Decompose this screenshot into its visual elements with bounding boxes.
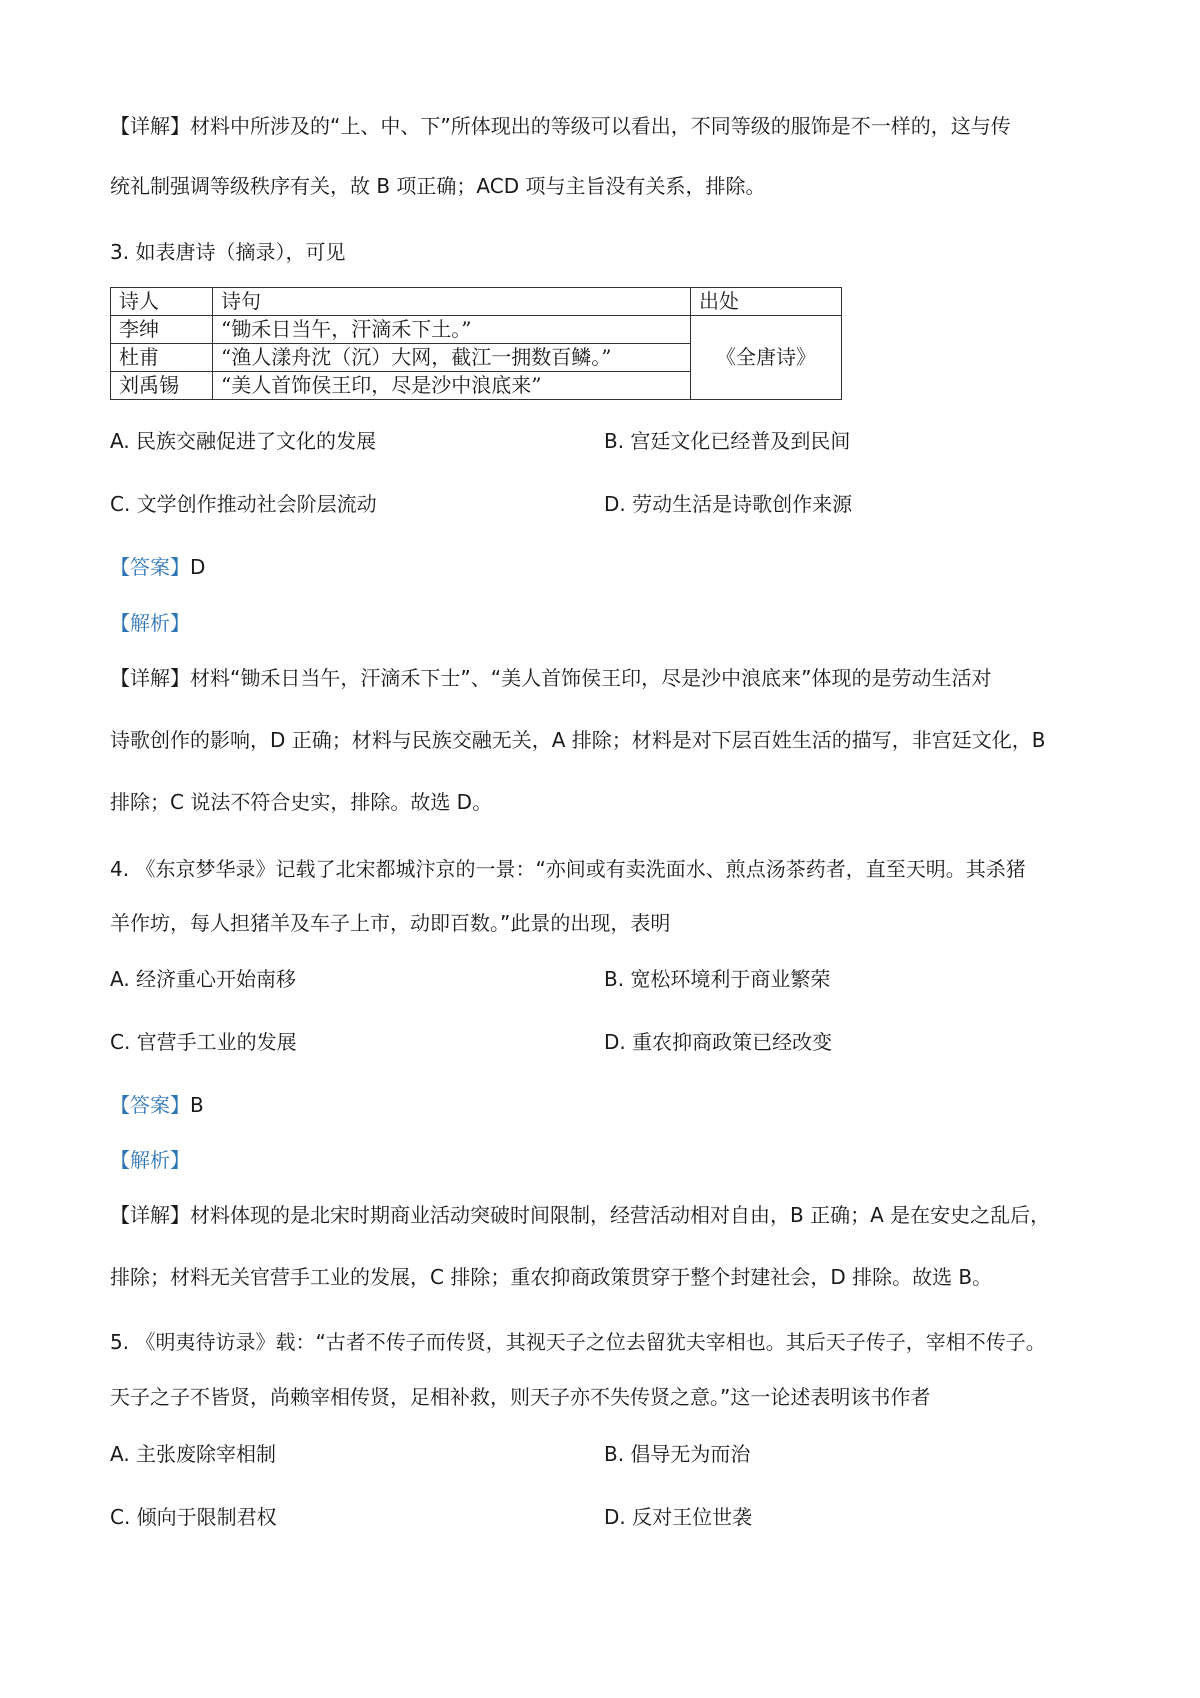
q5-option-a: A. 主张废除宰相制	[110, 1442, 277, 1466]
poet-cell: 刘禹锡	[111, 372, 213, 400]
header-poet: 诗人	[111, 288, 213, 316]
q4-stem-line-1: 4. 《东京梦华录》记载了北宋都城汴京的一景：“亦间或有卖洗面水、煎点汤茶药者，直至天明。其杀猪	[110, 857, 1026, 881]
header-line: 诗句	[213, 288, 691, 316]
q3-detail-line-3: 排除；C 说法不符合史实，排除。故选 D。	[110, 790, 493, 814]
header-source: 出处	[691, 288, 842, 316]
q4-option-b: B. 宽松环境利于商业繁荣	[604, 967, 831, 991]
q5-stem-line-1: 5. 《明夷待访录》载：“古者不传子而传贤，其视天子之位去留犹夫宰相也。其后天子传子，宰相不传子。	[110, 1330, 1046, 1354]
q4-stem-line-2: 羊作坊，每人担猪羊及车子上市，动即百数。”此景的出现，表明	[110, 911, 671, 935]
poet-cell: 李绅	[111, 316, 213, 344]
poet-cell: 杜甫	[111, 344, 213, 372]
q3-stem: 3. 如表唐诗（摘录），可见	[110, 240, 346, 264]
q4-option-c: C. 官营手工业的发展	[110, 1030, 297, 1054]
q3-answer	[110, 553, 205, 581]
q4-analysis-label: 【解析】	[110, 1148, 190, 1172]
q5-option-d: D. 反对王位世袭	[604, 1505, 753, 1529]
poem-table	[110, 287, 842, 400]
q4-detail-line-2: 排除；材料无关官营手工业的发展，C 排除；重农抑商政策贯穿于整个封建社会，D 排除。故选 B。	[110, 1265, 993, 1289]
q3-option-a: A. 民族交融促进了文化的发展	[110, 429, 377, 453]
q4-detail-line-1: 【详解】材料体现的是北宋时期商业活动突破时间限制，经营活动相对自由，B 正确；A 是在安史之乱后，	[110, 1203, 1051, 1227]
line-cell: “锄禾日当午，汗滴禾下土。”	[213, 316, 691, 344]
line-cell: “渔人漾舟沈（沉）大网，截江一拥数百鳞。”	[213, 344, 691, 372]
q3-detail-line-1: 【详解】材料“锄禾日当午，汗滴禾下士”、“美人首饰侯王印，尽是沙中浪底来”体现的是劳动生活对	[110, 666, 992, 690]
q3-analysis-label: 【解析】	[110, 611, 190, 635]
source-cell: 《全唐诗》	[691, 316, 842, 400]
q3-option-d: D. 劳动生活是诗歌创作来源	[604, 492, 853, 516]
line-cell: “美人首饰侯王印，尽是沙中浪底来”	[213, 372, 691, 400]
answer-value: D	[190, 555, 206, 579]
answer-value: B	[190, 1093, 204, 1117]
q5-option-c: C. 倾向于限制君权	[110, 1505, 277, 1529]
answer-label: 【答案】	[110, 555, 190, 579]
q5-stem-line-2: 天子之子不皆贤，尚赖宰相传贤，足相补救，则天子亦不失传贤之意。”这一论述表明该书作者	[110, 1385, 931, 1409]
q3-option-c: C. 文学创作推动社会阶层流动	[110, 492, 377, 516]
q4-option-d: D. 重农抑商政策已经改变	[604, 1030, 833, 1054]
q5-option-b: B. 倡导无为而治	[604, 1442, 751, 1466]
q4-option-a: A. 经济重心开始南移	[110, 967, 297, 991]
table-row	[111, 316, 842, 344]
answer-label: 【答案】	[110, 1093, 190, 1117]
table-header-row	[111, 288, 842, 316]
q4-answer	[110, 1091, 204, 1119]
q3-option-b: B. 宫廷文化已经普及到民间	[604, 429, 851, 453]
intro-line-1: 【详解】材料中所涉及的“上、中、下”所体现出的等级可以看出，不同等级的服饰是不一样的，这与传	[110, 114, 1011, 138]
intro-line-2: 统礼制强调等级秩序有关，故 B 项正确；ACD 项与主旨没有关系，排除。	[110, 174, 766, 198]
q3-detail-line-2: 诗歌创作的影响，D 正确；材料与民族交融无关，A 排除；材料是对下层百姓生活的描写，非宫廷文化，B	[110, 728, 1046, 752]
